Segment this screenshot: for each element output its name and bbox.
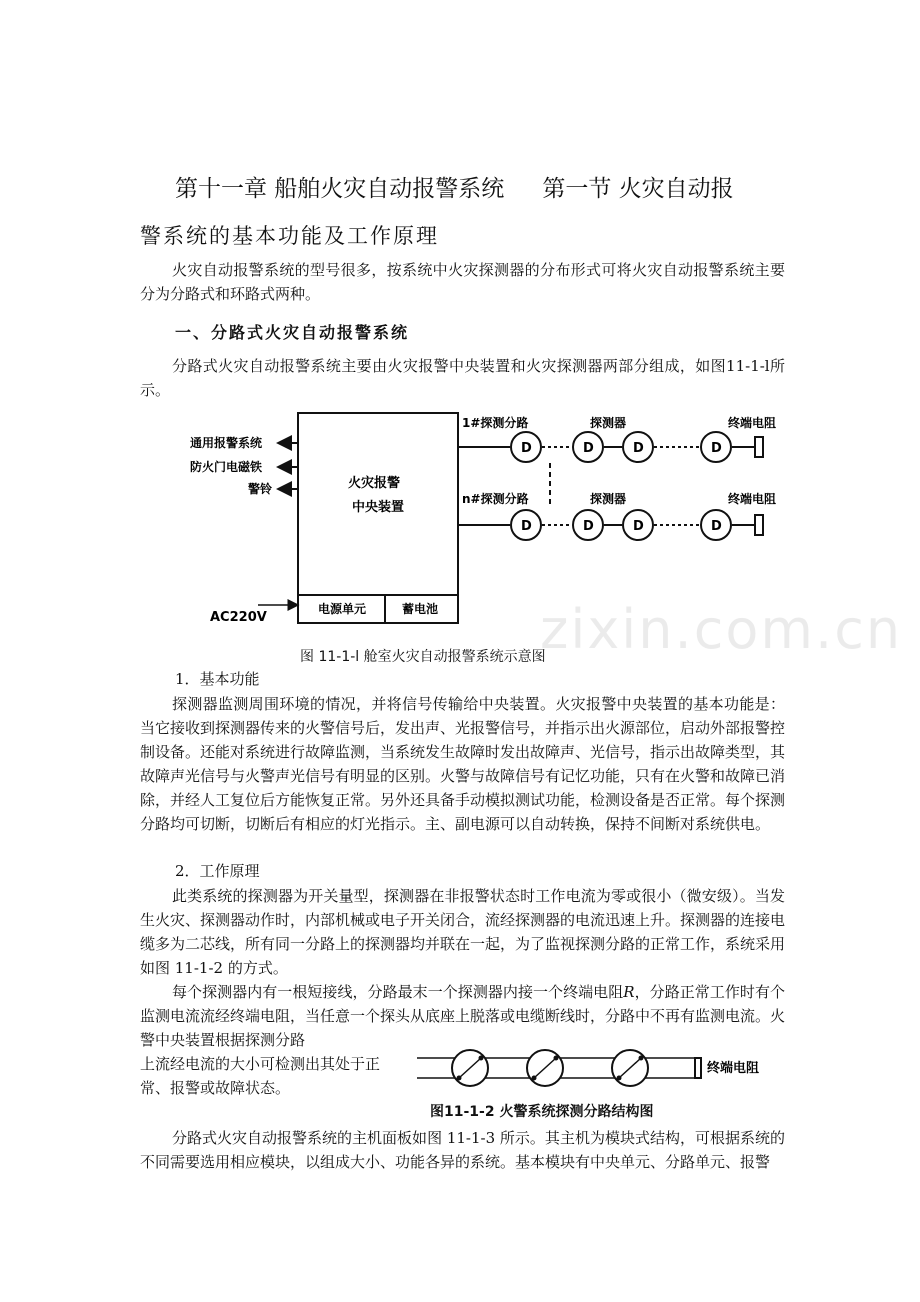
detector-circles [452, 1050, 648, 1086]
figure-11-1-1-caption: 图 11-1-l 舱室火灾自动报警系统示意图 [300, 649, 546, 665]
chapter-title [175, 170, 795, 203]
detector-symbol: D [521, 441, 532, 456]
paragraph-branch-monitoring: 每个探测器内有一根短接线，分路最末一个探测器内接一个终端电阻R，分路正常工作时有个监测电流流经终端电阻，当任意一个探头从底座上脱落或电缆断线时，分路中不再有监测电流。火警中央装置根据探测分路 [140, 983, 786, 1049]
ac-input-label: AC220V [210, 610, 267, 625]
output-bell: 警铃 [248, 482, 273, 496]
chapter-heading: 第十一章 船舶火灾自动报警系统 [175, 176, 505, 202]
branch1-terminal-label: 终端电阻 [728, 416, 777, 430]
branch1-detector-label: 探测器 [590, 416, 627, 430]
section-heading-part1: 第一节 火灾自动报 [542, 176, 734, 202]
branchn-label: n#探测分路 [462, 492, 529, 506]
central-unit-label-2: 中央装置 [352, 500, 405, 515]
fig2-terminal-label: 终端电阻 [707, 1061, 760, 1076]
central-unit-label-1: 火灾报警 [348, 476, 401, 491]
branchn-terminal-label: 终端电阻 [728, 492, 777, 506]
branch1-terminal-resistor [755, 437, 763, 457]
detector-symbol: D [583, 519, 594, 534]
paragraph-main-panel: 分路式火灾自动报警系统的主机面板如图 11-1-3 所示。其主机为模块式结构，可根据系统的不同需要选用相应模块，以组成大小、功能各异的系统。基本模块有中央单元、分路单元、报警 [140, 1129, 785, 1171]
paragraph-branch-monitoring-cont1: 上流经电流的大小可检测出其处于正 [140, 1055, 381, 1073]
paragraph-branch-monitoring-cont2: 常、报警或故障状态。 [140, 1079, 291, 1097]
detector-symbol: D [711, 441, 722, 456]
figure-11-1-2 [415, 1040, 795, 1098]
branch1-label: 1#探测分路 [462, 416, 529, 430]
paragraph-basic-function: 探测器监测周围环境的情况，并将信号传输给中央装置。火灾报警中央装置的基本功能是： 当它接收到探测器传来的火警信号后，发出声、光报警信号，并指示出火源部位，启动外部报警控制设备。还能对系统进行故障监测，当系统发生故障时发出故障声、光信号，指示出故障类型，其故障声光信号与火警声光信号有明显的区别。火警与故障信号有记忆功能，只有在火警和故障已消除，并经人工复位后方能恢复正常。另外还具备手动模拟测试功能，检测设备是否正常。每个探测分路均可切断，切断后有相应的灯光指示。主、副电源可以自动转换，保持不间断对系统供电。 [140, 695, 786, 833]
intro-paragraph: 火灾自动报警系统的型号很多，按系统中火灾探测器的分布形式可将火灾自动报警系统主要分为分路式和环路式两种。 [140, 261, 785, 303]
branchn-detector-label: 探测器 [590, 492, 627, 506]
section-heading-part2: 警系统的基本功能及工作原理 [140, 224, 439, 248]
terminal-resistor [695, 1058, 701, 1078]
detector-symbol: D [633, 519, 644, 534]
watermark-text: zixin.com.cn [540, 598, 903, 661]
detector-symbol: D [583, 441, 594, 456]
output-general-alarm: 通用报警系统 [190, 436, 263, 450]
paragraph-composition: 分路式火灾自动报警系统主要由火灾报警中央装置和火灾探测器两部分组成，如图11-1-l所示。 [140, 357, 785, 399]
paragraph-working-principle: 此类系统的探测器为开关量型，探测器在非报警状态时工作电流为零或很小（微安级）。当发生火灾、探测器动作时，内部机械或电子开关闭合，流经探测器的电流迅速上升。探测器的连接电缆多为二芯线，所有同一分路上的探测器均并联在一起，为了监视探测分路的正常工作，系统采用如图 11-1-2 的方式。 [140, 887, 786, 977]
detector-symbol: D [633, 441, 644, 456]
output-fire-door: 防火门电磁铁 [190, 460, 263, 474]
figure-11-1-2-caption: 图11-1-2 火警系统探测分路结构图 [430, 1104, 654, 1120]
subheading-basic-function: 1．基本功能 [175, 670, 260, 688]
detector-symbol: D [711, 519, 722, 534]
branchn-terminal-resistor [755, 515, 763, 535]
power-unit-label: 电源单元 [318, 602, 367, 616]
battery-label: 蓄电池 [402, 602, 439, 616]
heading-branch-system: 一、分路式火灾自动报警系统 [175, 323, 410, 342]
detector-symbol: D [521, 519, 532, 534]
central-unit-box [298, 413, 458, 623]
subheading-working-principle: 2．工作原理 [175, 862, 260, 880]
resistor-symbol-r: R [623, 983, 635, 1001]
